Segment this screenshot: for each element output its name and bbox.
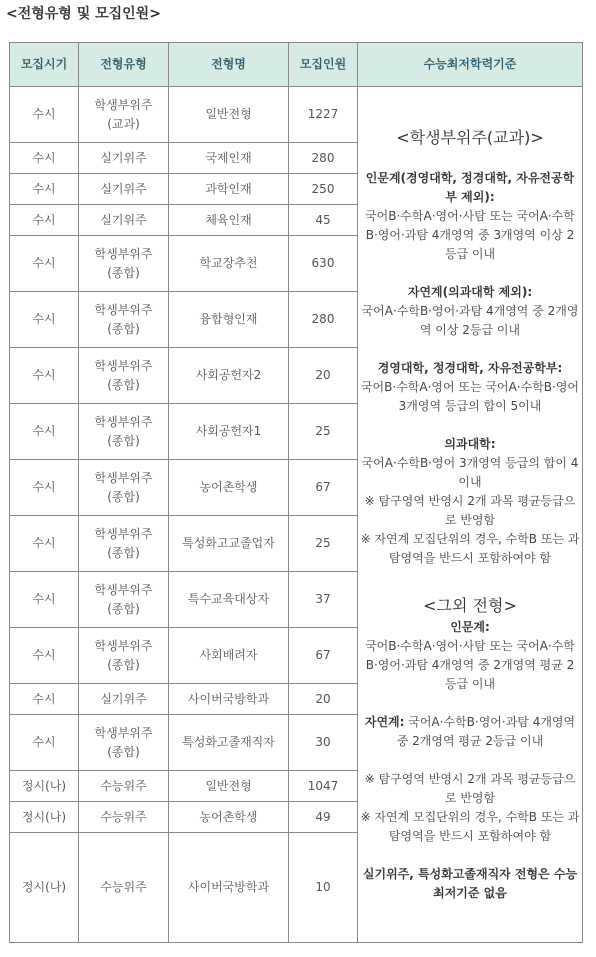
cell-count: 25: [289, 404, 358, 460]
criteria-s4-title: 의과대학:: [444, 437, 496, 451]
cell-type: 학생부위주 (종합): [79, 628, 169, 684]
cell-count: 30: [289, 715, 358, 771]
cell-name: 사이버국방학과: [169, 684, 289, 715]
header-criteria: 수능최저학력기준: [358, 43, 583, 87]
cell-name: 특성화고졸재직자: [169, 715, 289, 771]
criteria-s1-text: 국어B·수학A·영어·사탐 또는 국어A·수학B·영어·과탐 4개영역 중 3개영역 이상 2등급 이내: [365, 209, 575, 261]
cell-period: 수시: [10, 292, 79, 348]
cell-period: 수시: [10, 174, 79, 205]
cell-name: 사이버국방학과: [169, 833, 289, 943]
cell-count: 49: [289, 802, 358, 833]
cell-type: 수능위주: [79, 833, 169, 943]
criteria-s4-note2: ※ 자연계 모집단위의 경우, 수학B 또는 과탐영역을 반드시 포함하여야 함: [360, 532, 580, 565]
criteria-cell: [358, 87, 583, 943]
criteria-s6-text: 국어A·수학B·영어·과탐 4개영역 중 2개영역 평균 2등급 이내: [396, 715, 576, 748]
cell-name: 과학인재: [169, 174, 289, 205]
cell-count: 10: [289, 833, 358, 943]
cell-count: 67: [289, 628, 358, 684]
admission-table: [9, 42, 583, 943]
header-type: 전형유형: [79, 43, 169, 87]
cell-count: 67: [289, 460, 358, 516]
cell-count: 280: [289, 143, 358, 174]
criteria-s6: [360, 713, 580, 751]
cell-name: 특수교육대상자: [169, 572, 289, 628]
cell-name: 국제인재: [169, 143, 289, 174]
cell-name: 농어촌학생: [169, 460, 289, 516]
criteria-s5-text: 국어B·수학A·영어·사탐 또는 국어A·수학B·영어·과탐 4개영역 중 2개영역 평균 2등급 이내: [365, 639, 575, 691]
cell-type: 학생부위주 (교과): [79, 87, 169, 143]
cell-name: 특성화고교졸업자: [169, 516, 289, 572]
cell-count: 45: [289, 205, 358, 236]
cell-type: 수능위주: [79, 771, 169, 802]
cell-count: 280: [289, 292, 358, 348]
cell-count: 20: [289, 684, 358, 715]
criteria-s5-title: 인문계:: [450, 620, 490, 634]
cell-type: 실기위주: [79, 205, 169, 236]
cell-period: 수시: [10, 205, 79, 236]
cell-period: 수시: [10, 460, 79, 516]
cell-period: 수시: [10, 143, 79, 174]
header-row: [10, 43, 583, 87]
header-count: 모집인원: [289, 43, 358, 87]
cell-type: 수능위주: [79, 802, 169, 833]
cell-type: 실기위주: [79, 174, 169, 205]
cell-period: 수시: [10, 628, 79, 684]
criteria-s2-text: 국어A·수학B·영어·과탐 4개영역 중 2개영역 이상 2등급 이내: [361, 304, 579, 337]
cell-count: 25: [289, 516, 358, 572]
cell-name: 일반전형: [169, 87, 289, 143]
cell-period: 정시(나): [10, 833, 79, 943]
cell-period: 수시: [10, 348, 79, 404]
cell-type: 학생부위주 (종합): [79, 348, 169, 404]
cell-type: 학생부위주 (종합): [79, 516, 169, 572]
cell-period: 수시: [10, 684, 79, 715]
criteria-s1-title: 인문계(경영대학, 정경대학, 자유전공학부 제외):: [365, 171, 575, 204]
cell-period: 수시: [10, 572, 79, 628]
cell-type: 실기위주: [79, 684, 169, 715]
cell-period: 수시: [10, 516, 79, 572]
cell-type: 실기위주: [79, 143, 169, 174]
cell-count: 1047: [289, 771, 358, 802]
cell-name: 농어촌학생: [169, 802, 289, 833]
criteria-s4-text: 국어A·수학B·영어 3개영역 등급의 합이 4이내: [361, 456, 579, 489]
cell-count: 250: [289, 174, 358, 205]
criteria-s3-title: 경영대학, 정경대학, 자유전공학부:: [377, 361, 563, 375]
cell-name: 학교장추천: [169, 236, 289, 292]
cell-count: 1227: [289, 87, 358, 143]
cell-type: 학생부위주 (종합): [79, 715, 169, 771]
cell-name: 사회배려자: [169, 628, 289, 684]
cell-period: 수시: [10, 715, 79, 771]
criteria-s6-title: 자연계:: [364, 715, 405, 729]
criteria-note1: ※ 탐구영역 반영시 2개 과목 평균등급으로 반영함: [364, 772, 576, 805]
cell-type: 학생부위주 (종합): [79, 236, 169, 292]
criteria-final: 실기위주, 특성화고졸재직자 전형은 수능최저기준 없음: [362, 867, 578, 900]
cell-period: 수시: [10, 87, 79, 143]
cell-name: 사회공헌자2: [169, 348, 289, 404]
cell-name: 체육인재: [169, 205, 289, 236]
cell-type: 학생부위주 (종합): [79, 572, 169, 628]
cell-type: 학생부위주 (종합): [79, 460, 169, 516]
cell-name: 융합형인재: [169, 292, 289, 348]
criteria-s3-text: 국어B·수학A·영어 또는 국어A·수학B·영어 3개영역 등급의 합이 5이내: [360, 380, 580, 413]
page-title: <전형유형 및 모집인원>: [6, 6, 161, 22]
criteria-s4-note1: ※ 탐구영역 반영시 2개 과목 평균등급으로 반영함: [364, 494, 576, 527]
cell-period: 수시: [10, 404, 79, 460]
header-period: 모집시기: [10, 43, 79, 87]
cell-name: 사회공헌자1: [169, 404, 289, 460]
table-row: [10, 87, 583, 143]
cell-period: 정시(나): [10, 771, 79, 802]
cell-count: 20: [289, 348, 358, 404]
cell-name: 일반전형: [169, 771, 289, 802]
cell-count: 630: [289, 236, 358, 292]
cell-type: 학생부위주 (종합): [79, 292, 169, 348]
criteria-heading-1: <학생부위주(교과)>: [396, 128, 544, 147]
criteria-note2: ※ 자연계 모집단위의 경우, 수학B 또는 과탐영역을 반드시 포함하여야 함: [360, 810, 580, 843]
cell-period: 정시(나): [10, 802, 79, 833]
cell-type: 학생부위주 (종합): [79, 404, 169, 460]
cell-count: 37: [289, 572, 358, 628]
header-name: 전형명: [169, 43, 289, 87]
criteria-heading-2: <그외 전형>: [423, 596, 517, 615]
criteria-s2-title: 자연계(의과대학 제외):: [407, 285, 533, 299]
cell-period: 수시: [10, 236, 79, 292]
